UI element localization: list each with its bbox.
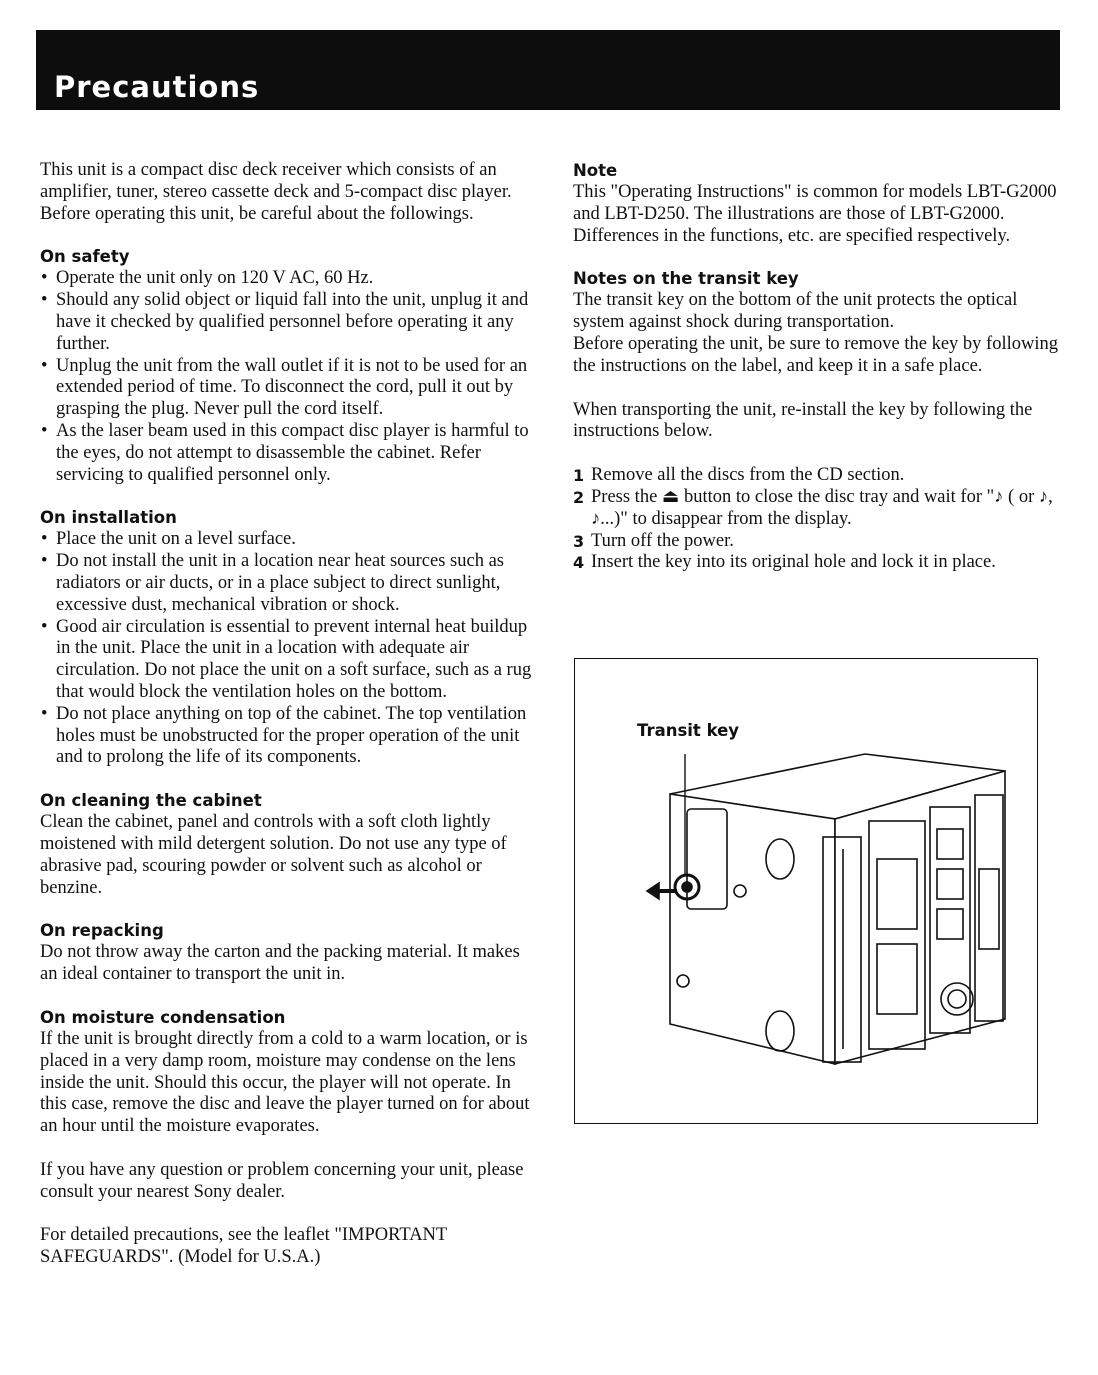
list-item: • Do not place anything on top of the cabinet. The top ventilation holes must be unobstructed for the proper operation of the unit and to prolong the life of its components. [40,704,540,769]
step-item [573,552,1063,574]
list-item: • Good air circulation is essential to prevent internal heat buildup in the unit. Place the unit in a location with adequate air circulation. Do not place the unit on a soft surface, such as a rug that would block the ventilation holes on the bottom. [40,617,540,704]
list-item: • Operate the unit only on 120 V AC, 60 Hz. [40,268,540,290]
step-text: Insert the key into its original hole and lock it in place. [591,552,996,573]
transit-key-figure [574,658,1038,1124]
step-item [573,531,1063,553]
step-text: Remove all the discs from the CD section. [591,465,905,486]
step-item [573,487,1063,531]
note-heading: Note [573,161,618,180]
step-text: Press the ⏏ button to close the disc tray and wait for "♪ ( or ♪, ♪...)" to disappear from the display. [591,486,1053,529]
step-text: Turn off the power. [591,530,734,551]
step-number: 3 [573,531,585,551]
title-banner [36,30,1060,110]
transport-text: When transporting the unit, re-install the key by following the instructions below. [573,399,1033,442]
note-text: This "Operating Instructions" is common for models LBT-G2000 and LBT-D250. The illustrations are those of LBT-G2000. [573,182,1057,224]
step-number: 2 [573,487,585,507]
step-item [573,465,1063,487]
transit-before: Before operating the unit, be sure to remove the key by following the instructions on the label, and keep it in a safe place. [573,333,1058,376]
list-item: • Should any solid object or liquid fall into the unit, unplug it and have it checked by qualified personnel before operating it any further. [40,290,540,355]
list-item: • Unplug the unit from the wall outlet if it is not to be used for an extended period of time. To disconnect the cord, pull it out by grasping the plug. Never pull the cord itself. [40,356,540,421]
list-item: • Place the unit on a level surface. [40,529,540,551]
cleaning-text: Clean the cabinet, panel and controls with a soft cloth lightly moistened with mild detergent solution. Do not use any type of abrasive pad, scouring powder or solvent such as alcohol or benzine. [40,812,507,898]
note-differences: Differences in the functions, etc. are specified respectively. [573,225,1011,246]
moisture-text: If the unit is brought directly from a cold to a warm location, or is placed in a very damp room, moisture may condense on the lens inside the unit. Should this occur, the player will not operate. In this case, remove the disc and leave the player turned on for about an hour until the moisture evaporates. [40,1028,530,1137]
safety-list [40,268,540,486]
detailed-precautions-text: For detailed precautions, see the leaflet "IMPORTANT SAFEGUARDS". (Model for U.S.A.) [40,1225,447,1268]
cleaning-heading: On cleaning the cabinet [40,791,262,811]
installation-heading: On installation [40,508,177,528]
repacking-heading: On repacking [40,921,164,941]
list-item: • As the laser beam used in this compact disc player is harmful to the eyes, do not attempt to disassemble the cabinet. Refer servicing to qualified personnel only. [40,421,540,486]
step-number: 4 [573,553,585,573]
page-title: Precautions [54,70,260,104]
list-item: • Do not install the unit in a location near heat sources such as radiators or air ducts, or in a place subject to direct sunlight, excessive dust, mechanical vibration or shock. [40,551,540,616]
transit-heading: Notes on the transit key [573,269,799,289]
left-column [40,160,540,1269]
installation-list [40,529,540,769]
intro-paragraph: This unit is a compact disc deck receiver which consists of an amplifier, tuner, stereo cassette deck and 5-compact disc player. [40,160,512,202]
right-column [573,160,1063,574]
step-number: 1 [573,466,585,486]
questions-text: If you have any question or problem concerning your unit, please consult your nearest Sony dealer. [40,1159,524,1202]
moisture-heading: On moisture condensation [40,1007,286,1027]
transit-key-label: Transit key [637,721,740,740]
steps-list [573,465,1063,574]
repacking-text: Do not throw away the carton and the packing material. It makes an ideal container to transport the unit in. [40,942,520,985]
transit-text: The transit key on the bottom of the unit protects the optical system against shock during transportation. [573,290,1018,333]
safety-heading: On safety [40,247,130,267]
intro-warning: Before operating this unit, be careful about the followings. [40,203,474,224]
